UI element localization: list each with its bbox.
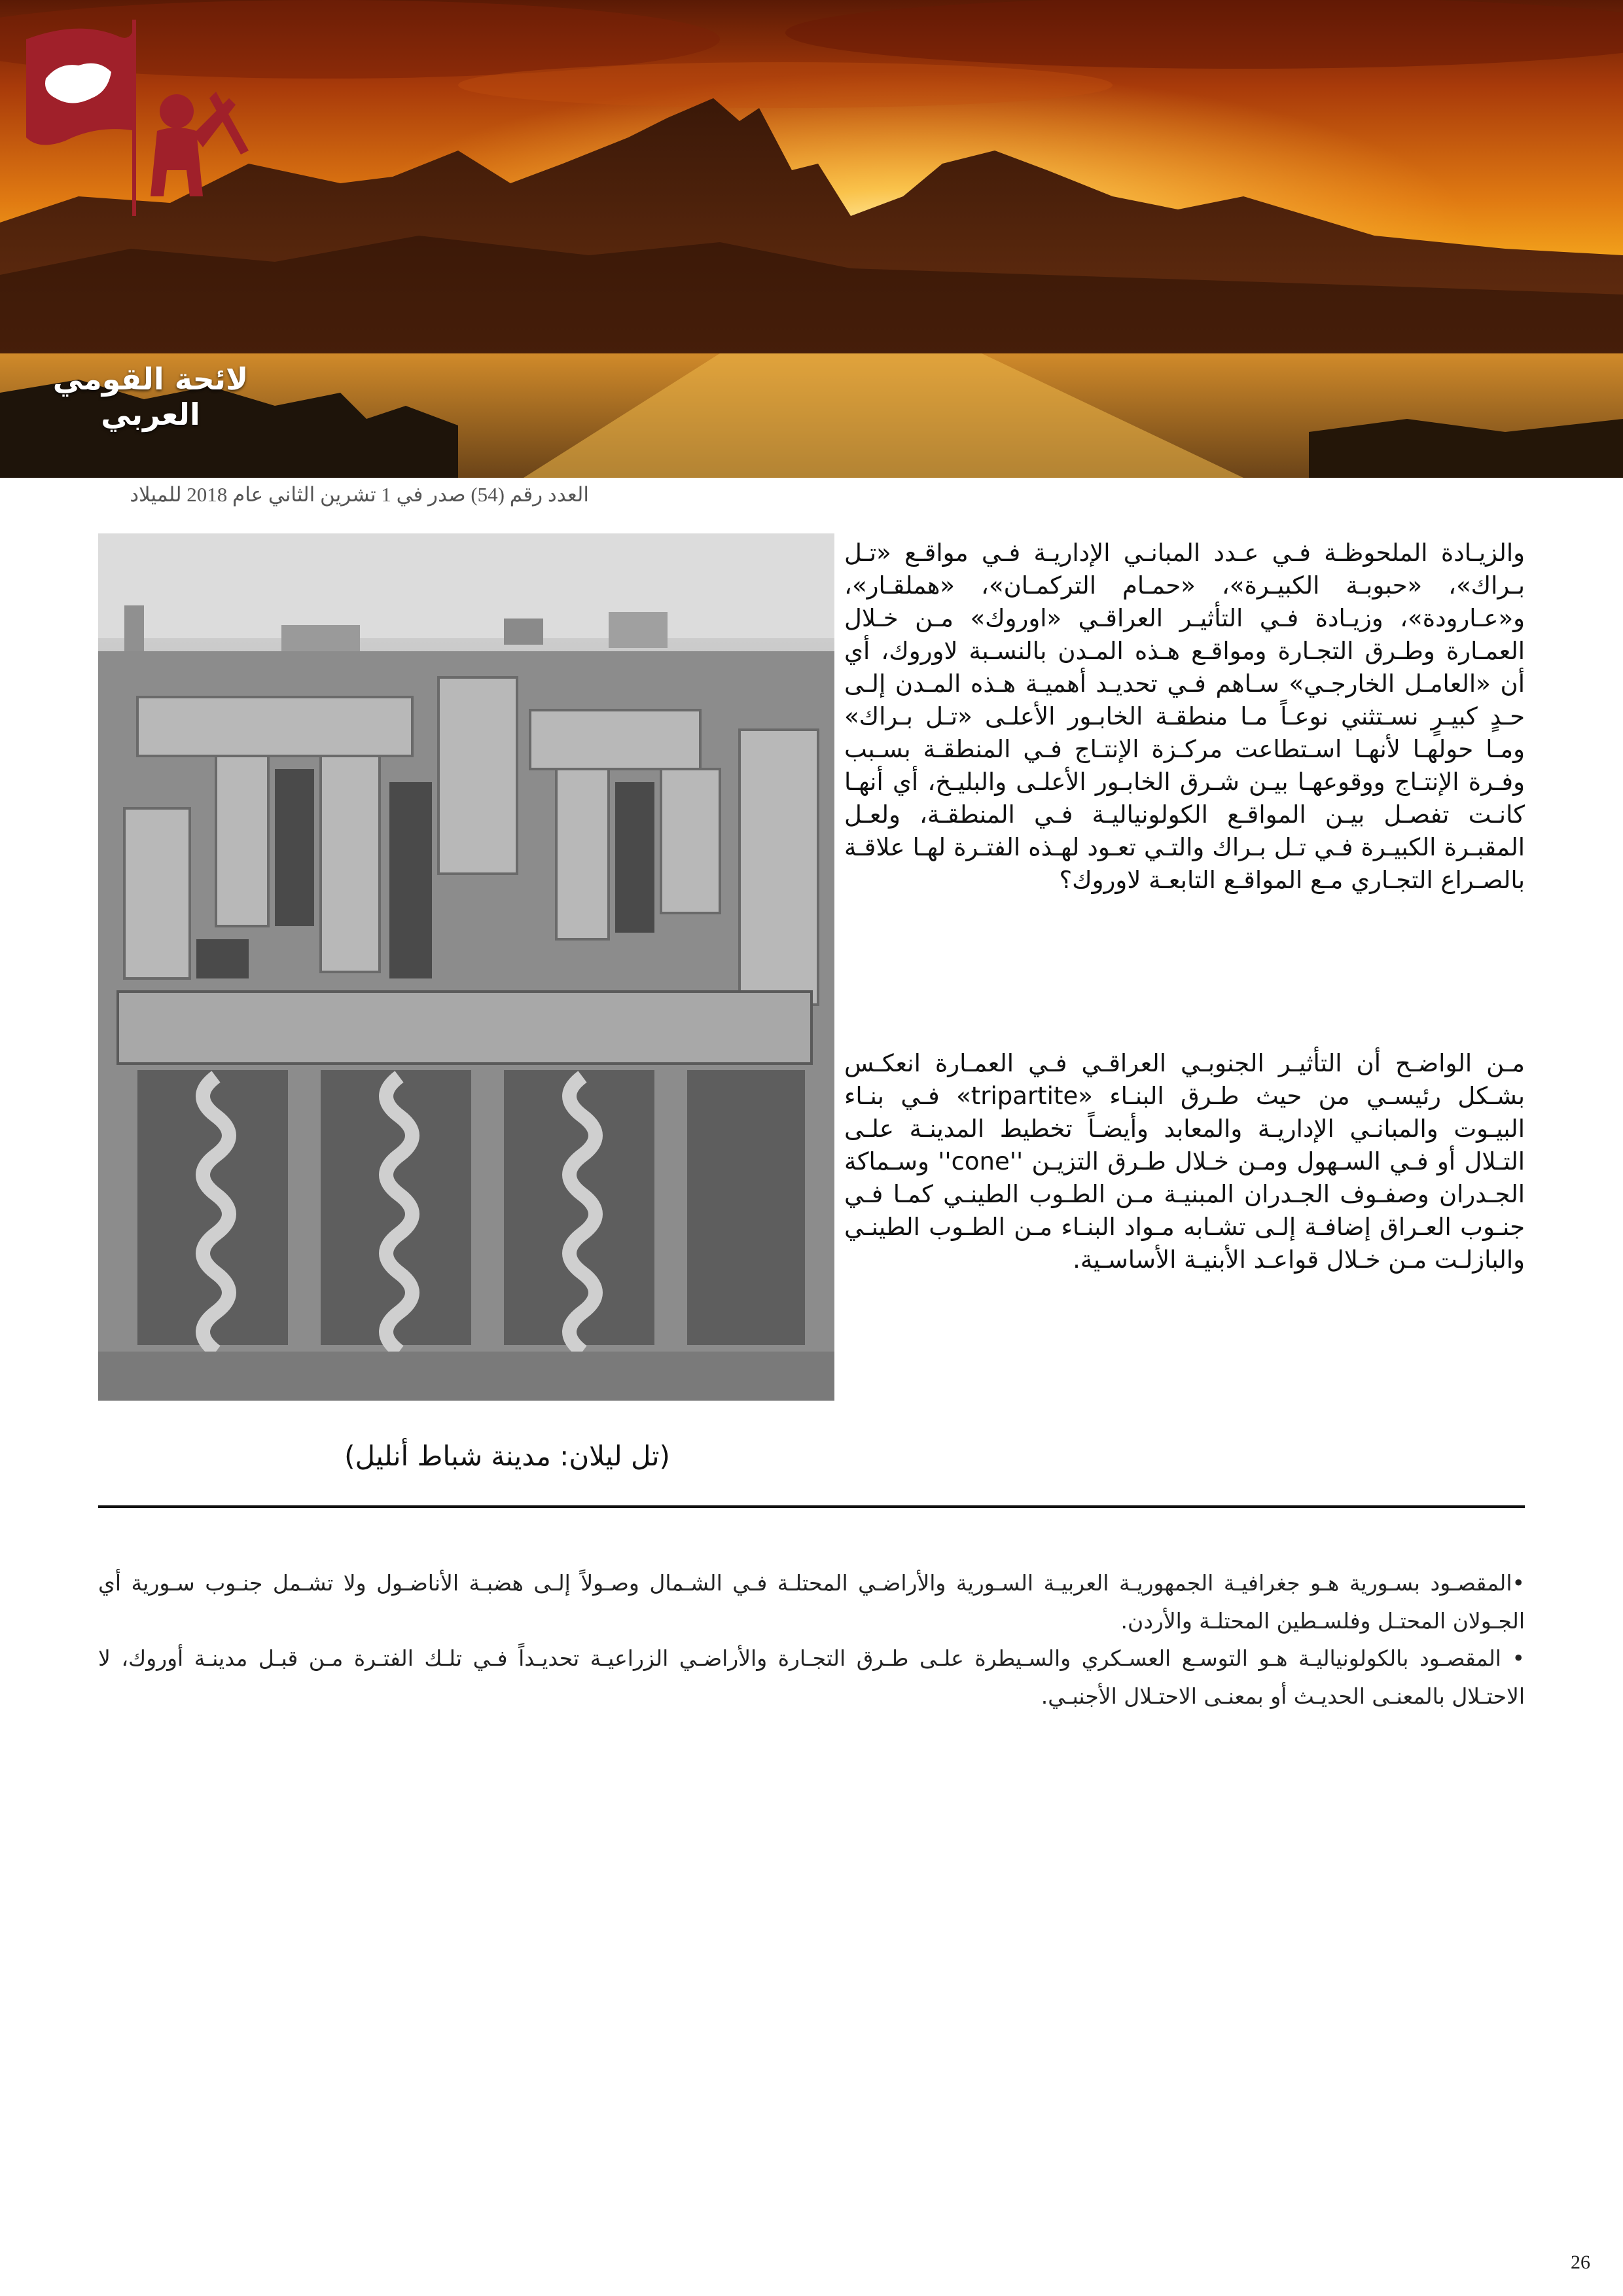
- footnote-divider: [98, 1505, 1525, 1508]
- issue-line: العدد رقم (54) صدر في 1 تشرين الثاني عام 2018 للميلاد: [130, 483, 589, 506]
- header-banner: [0, 0, 1623, 478]
- footnote-1: •المقصـود بسـورية هـو جغرافيـة الجمهوريـة العربيـة السـورية والأراضـي المحتلـة فـي الشـمال وصـولاً إلـى هضبـة الأناضـول ولا تشـمل جنـوب سـورية أي الجـولان المحتـل وفلسـطين المحتلـة والأردن.: [98, 1570, 1525, 1634]
- flag-soldier-logo-icon: [0, 0, 275, 275]
- footnote-2: • المقصـود بالكولونياليـة هـو التوسـع العسـكري والسـيطرة علـى طـرق التجـارة والأراضـي الزراعيـة تحديـداً فـي تلـك الفتـرة مـن قبـل مدينـة أوروك، لا الاحتـلال بالمعنـى الحديـث أو بمعنـى الاحتـلال الأجنبـي.: [98, 1645, 1525, 1709]
- tell-leilan-ruins-image: [98, 533, 834, 1401]
- article-paragraph-2: مـن الواضـح أن التأثيـر الجنوبـي العراقـي فـي العمـارة انعكـس بشـكل رئيسـي من حيث طـرق البنـاء «tripartite» فـي بنـاء البيـوت والمبانـي الإداريـة والمعابد وأيضـاً تخطيط المدينـة علـى التـلال أو فـي السـهول ومـن خـلال طـرق التزيـن ''cone'' وسـماكة الجـدران وصفـوف الجـدران المبنيـة مـن الطـوب الطينـي كمـا فـي جنـوب العـراق إضافـة إلـى تشـابه مـواد البنـاء مـن الطـوب الطينـي والبازلـت مـن خـلال قواعـد الأبنيـة الأساسـية.: [844, 1049, 1525, 1274]
- page-number: 26: [1571, 2251, 1590, 2273]
- logo-text: لائحة القومي العربي: [52, 361, 249, 432]
- photo-caption: (تل ليلان: مدينة شباط أنليل): [344, 1440, 670, 1472]
- excavation-photo: [98, 533, 834, 1401]
- article-paragraph-1: والزيـادة الملحوظـة فـي عـدد المبانـي الإداريـة فـي مواقـع «تـل بـراك»، «حبوبـة الكبيـرة»، «حمـام التركمـان»، «هملقـار»، و«عـارودة»، وزيـادة فـي التأثيـر العراقـي «اوروك» مـن خـلال العمـارة وطـرق التجـارة ومواقـع هـذه المـدن بالنسـبة لاوروك، أي أن «العامـل الخارجـي» سـاهم فـي تحديـد أهميـة هـذه المـدن إلـى حـدٍ كبيـرٍ نسـتثني نوعـاً مـا منطقـة الخابـور الأعلـى «تـل بـراك» ومـا حولهـا لأنهـا اسـتطاعت مركـزة الإنتـاج فـي المنطقـة بسـبب وفـرة الإنتـاج ووقوعهـا بيـن شـرق الخابـور الأعلـى والبليـخ، أي أنهـا كانـت تفصـل بيـن المواقـع الكولونياليـة فـي المنطقـة، ولعـل المقبـرة الكبيـرة فـي تـل بـراك والتـي تعـود لهـذه الفتـرة لهـا علاقـة بالصـراع التجـاري مـع المواقـع التابعـة لاوروك؟: [844, 539, 1525, 894]
